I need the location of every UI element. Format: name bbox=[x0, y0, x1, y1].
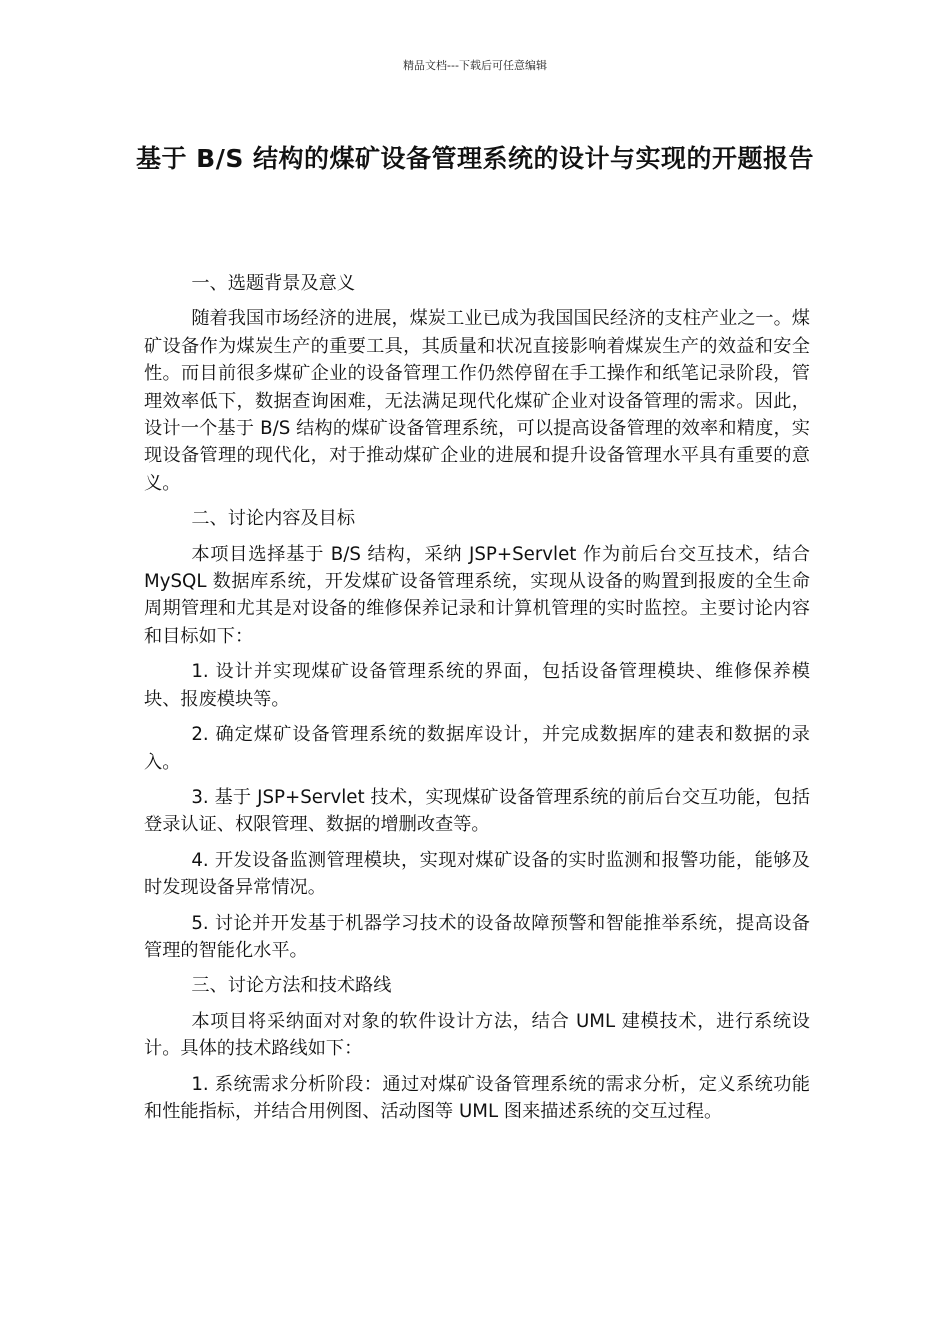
list-item-goal-4: 4. 开发设备监测管理模块，实现对煤矿设备的实时监测和报警功能，能够及时发现设备异常情况。 bbox=[144, 849, 810, 899]
section-heading-1: 一、选题背景及意义 bbox=[191, 273, 356, 294]
paragraph-method-intro: 本项目将采纳面对对象的软件设计方法，结合 UML 建模技术，进行系统设计。具体的技术路线如下： bbox=[144, 1010, 810, 1060]
document-title: 基于 B/S 结构的煤矿设备管理系统的设计与实现的开题报告 bbox=[135, 144, 815, 173]
list-item-goal-1: 1. 设计并实现煤矿设备管理系统的界面，包括设备管理模块、维修保养模块、报废模块等。 bbox=[144, 661, 810, 710]
list-item-goal-3: 3. 基于 JSP+Servlet 技术，实现煤矿设备管理系统的前后台交互功能，包括登录认证、权限管理、数据的增删改查等。 bbox=[144, 786, 810, 836]
paragraph-content-intro: 本项目选择基于 B/S 结构，采纳 JSP+Servlet 作为前后台交互技术，结合 MySQL 数据库系统，开发煤矿设备管理系统，实现从设备的购置到报废的全生命周期管理和尤其是对设备的维修保养记录和计算机管理的实时监控。主要讨论内容和目标如下： bbox=[144, 543, 810, 647]
list-item-goal-5: 5. 讨论并开发基于机器学习技术的设备故障预警和智能推举系统，提高设备管理的智能化水平。 bbox=[144, 912, 810, 961]
section-heading-2: 二、讨论内容及目标 bbox=[191, 508, 356, 530]
paragraph-background: 随着我国市场经济的进展，煤炭工业已成为我国国民经济的支柱产业之一。煤矿设备作为煤炭生产的重要工具，其质量和状况直接影响着煤炭生产的效益和安全性。而目前很多煤矿企业的设备管理工作仍然停留在手工操作和纸笔记录阶段，管理效率低下，数据查询困难，无法满足现代化煤矿企业对设备管理的需求。因此，设计一个基于 B/S 结构的煤矿设备管理系统，可以提高设备管理的效率和精度，实现设备管理的现代化，对于推动煤矿企业的进展和提升设备管理水平具有重要的意义。 bbox=[144, 308, 810, 494]
list-item-goal-2: 2. 确定煤矿设备管理系统的数据库设计，并完成数据库的建表和数据的录入。 bbox=[144, 724, 810, 773]
list-item-route-1: 1. 系统需求分析阶段：通过对煤矿设备管理系统的需求分析，定义系统功能和性能指标，并结合用例图、活动图等 UML 图来描述系统的交互过程。 bbox=[144, 1073, 810, 1122]
document-body bbox=[144, 270, 810, 1133]
section-heading-3: 三、讨论方法和技术路线 bbox=[191, 975, 392, 997]
header-note: 精品文档---下载后可任意编辑 bbox=[403, 59, 547, 72]
